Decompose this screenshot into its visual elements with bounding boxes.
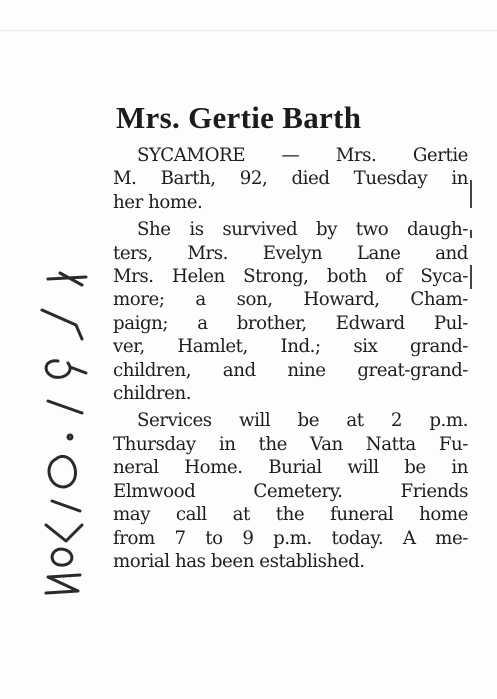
paragraph-2 — [113, 218, 468, 405]
text-line: Services will be at 2 p.m. — [137, 410, 468, 432]
text-line: paign; a brother, Edward Pul- — [113, 312, 468, 334]
paragraph-3 — [113, 409, 468, 573]
text-line: She is survived by two daugh- — [137, 219, 468, 241]
text-line: Thursday in the Van Natta Fu- — [113, 433, 468, 455]
handwritten-date-drawing — [30, 255, 100, 595]
text-line: Elmwood Cemetery. Friends — [113, 480, 468, 502]
text-line: neral Home. Burial will be in — [113, 457, 468, 479]
text-line: SYCAMORE — Mrs. Gertie — [137, 145, 468, 166]
text-line: children, and nine great-grand- — [113, 359, 468, 381]
obituary-body — [113, 144, 468, 573]
text-line: ters, Mrs. Evelyn Lane and — [113, 242, 468, 264]
obituary-clipping — [113, 98, 468, 577]
text-line: more; a son, Howard, Cham- — [113, 289, 468, 311]
text-line: Mrs. Helen Strong, both of Syca- — [113, 266, 468, 288]
text-line: ver, Hamlet, Ind.; six grand- — [113, 336, 468, 358]
scan-edge-line — [0, 30, 497, 31]
text-line: children. — [113, 383, 192, 405]
text-line: M. Barth, 92, died Tuesday in — [113, 168, 468, 190]
text-line: may call at the funeral home — [113, 504, 468, 526]
paragraph-1 — [113, 144, 468, 214]
text-line: her home. — [113, 191, 203, 213]
obituary-headline: Mrs. Gertie Barth — [116, 100, 362, 135]
text-line: morial has been established. — [113, 550, 365, 572]
text-line: from 7 to 9 p.m. today. A me- — [113, 527, 468, 549]
handwritten-date — [30, 255, 100, 595]
clipping-edge-marks — [470, 180, 473, 320]
